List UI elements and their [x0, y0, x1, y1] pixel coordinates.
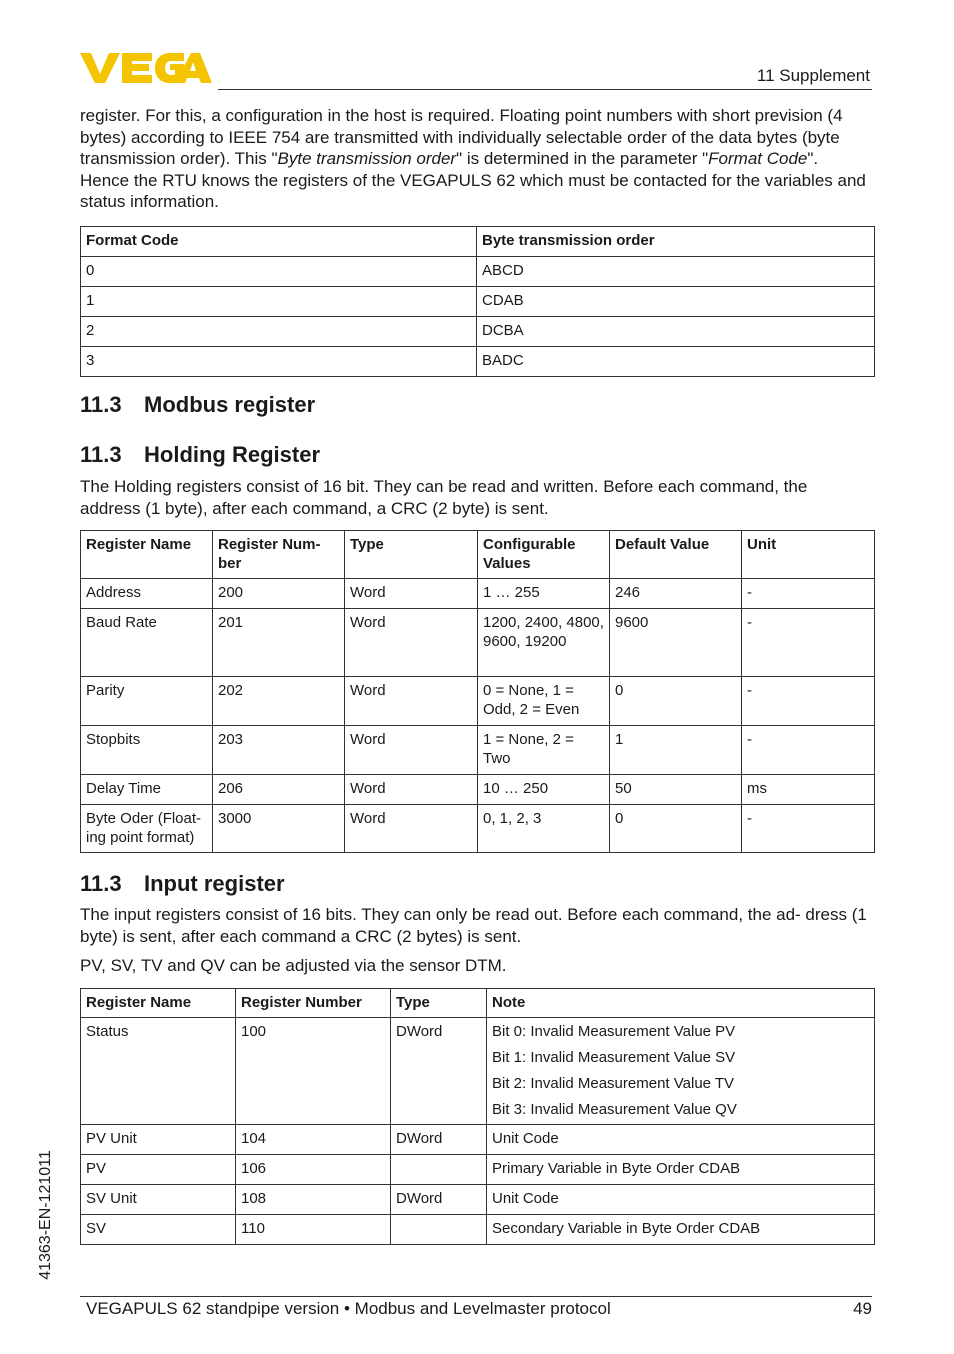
table-cell: 100 [236, 1018, 391, 1125]
table-cell [391, 1155, 487, 1185]
table-cell: 10 … 250 [478, 775, 610, 805]
footer-rule [80, 1296, 872, 1297]
table-cell: 202 [213, 677, 345, 726]
table-cell: DCBA [477, 317, 875, 347]
table-cell: SV [81, 1215, 236, 1245]
column-header: Register Number [236, 989, 391, 1018]
document-code-text: 41363-EN-121011 [37, 1150, 54, 1280]
header-rule [218, 89, 872, 90]
table-row [81, 726, 875, 775]
document-code [36, 1140, 56, 1290]
table-cell: PV [81, 1155, 236, 1185]
table-cell: 201 [213, 609, 345, 677]
table-cell: - [742, 805, 875, 853]
table-row [81, 1155, 875, 1185]
table-header-row [81, 989, 875, 1018]
heading-modbus-register: 11.3 Modbus register [80, 392, 316, 417]
column-header: Type [391, 989, 487, 1018]
column-header: Unit [742, 531, 875, 579]
input-intro-paragraph: The input registers consist of 16 bits. They can only be read out. Before each command, the ad- dress (1 byte) is sent, after each command a CRC (2 bytes) is sent. [80, 905, 867, 946]
table-cell: Baud Rate [81, 609, 213, 677]
table-cell: Secondary Variable in Byte Order CDAB [487, 1215, 875, 1245]
table-row [81, 805, 875, 853]
table-row [81, 1215, 875, 1245]
input-register-table [80, 988, 875, 1245]
table-row [81, 257, 875, 287]
table-cell: 1 = None, 2 = Two [478, 726, 610, 775]
table-header-row [81, 531, 875, 579]
column-header: Format Code [81, 227, 477, 257]
table-cell: 110 [236, 1215, 391, 1245]
table-cell: 246 [610, 579, 742, 609]
table-row [81, 1018, 875, 1125]
table-cell: 200 [213, 579, 345, 609]
table-cell: 2 [81, 317, 477, 347]
table-cell: Word [345, 726, 478, 775]
column-header: Configurable Values [478, 531, 610, 579]
table-cell: 203 [213, 726, 345, 775]
table-cell: 1 … 255 [478, 579, 610, 609]
column-header: Register Name [81, 989, 236, 1018]
table-cell: CDAB [477, 287, 875, 317]
note-line: Bit 0: Invalid Measurement Value PV [492, 1023, 736, 1040]
table-cell: 0 [610, 805, 742, 853]
vega-logo [80, 50, 212, 84]
table-cell: 106 [236, 1155, 391, 1185]
column-header: Default Value [610, 531, 742, 579]
heading-input-register: 11.3 Input register [80, 871, 285, 896]
table-cell: SV Unit [81, 1185, 236, 1215]
column-header: Type [345, 531, 478, 579]
table-cell: PV Unit [81, 1125, 236, 1155]
table-cell: - [742, 609, 875, 677]
table-cell: DWord [391, 1018, 487, 1125]
note-line: Bit 1: Invalid Measurement Value SV [492, 1049, 736, 1066]
table-cell: - [742, 579, 875, 609]
column-header: Register Num- ber [213, 531, 345, 579]
table-cell: 1200, 2400, 4800, 9600, 19200 [478, 609, 610, 677]
table-cell: 3 [81, 347, 477, 377]
table-row [81, 579, 875, 609]
table-row [81, 775, 875, 805]
table-cell: Word [345, 805, 478, 853]
holding-register-table [80, 530, 875, 853]
intro-paragraph: register. For this, a configuration in the host is required. Floating point numbers with short prevision (4 bytes) according to IEEE 754 are transmitted with individually selectable order of the data bytes (byte transmission order). This "Byte transmission order" is determined in the parameter "Format Code". Hence the RTU knows the registers of the VEGAPULS 62 which must be contacted for the variables and status information. [80, 106, 866, 212]
note-line: Bit 3: Invalid Measurement Value QV [492, 1101, 737, 1118]
table-cell: Address [81, 579, 213, 609]
table-cell: 1 [610, 726, 742, 775]
table-cell: 9600 [610, 609, 742, 677]
table-cell: Unit Code [487, 1125, 875, 1155]
table-cell: Word [345, 579, 478, 609]
table-cell: Word [345, 677, 478, 726]
table-row [81, 1185, 875, 1215]
table-cell [391, 1215, 487, 1245]
table-cell: 0, 1, 2, 3 [478, 805, 610, 853]
table-cell: ABCD [477, 257, 875, 287]
table-cell: 3000 [213, 805, 345, 853]
table-cell: 50 [610, 775, 742, 805]
table-cell: Byte Oder (Float- ing point format) [81, 805, 213, 853]
table-cell: Status [81, 1018, 236, 1125]
column-header: Note [487, 989, 875, 1018]
input-note-paragraph: PV, SV, TV and QV can be adjusted via the sensor DTM. [80, 956, 507, 975]
table-cell: 206 [213, 775, 345, 805]
table-cell: Word [345, 609, 478, 677]
table-cell: 1 [81, 287, 477, 317]
format-code-table [80, 226, 875, 377]
table-cell: 0 = None, 1 = Odd, 2 = Even [478, 677, 610, 726]
table-cell: - [742, 726, 875, 775]
column-header: Byte transmission order [477, 227, 875, 257]
holding-intro-paragraph: The Holding registers consist of 16 bit. They can be read and written. Before each command, the address (1 byte), after each command, a CRC (2 byte) is sent. [80, 477, 808, 518]
table-row [81, 287, 875, 317]
table-cell: DWord [391, 1185, 487, 1215]
table-cell: Parity [81, 677, 213, 726]
table-cell: Delay Time [81, 775, 213, 805]
table-row [81, 609, 875, 677]
table-cell: 108 [236, 1185, 391, 1215]
column-header: Register Name [81, 531, 213, 579]
table-cell: Word [345, 775, 478, 805]
table-cell: Stopbits [81, 726, 213, 775]
table-cell: Unit Code [487, 1185, 875, 1215]
section-label: 11 Supplement [756, 66, 870, 85]
table-cell: 0 [81, 257, 477, 287]
heading-holding-register: 11.3 Holding Register [80, 442, 321, 467]
table-cell: ms [742, 775, 875, 805]
table-cell: DWord [391, 1125, 487, 1155]
table-cell: - [742, 677, 875, 726]
footer-title: VEGAPULS 62 standpipe version • Modbus and Levelmaster protocol [86, 1299, 611, 1318]
table-cell [487, 1018, 875, 1125]
note-line: Bit 2: Invalid Measurement Value TV [492, 1075, 735, 1092]
table-header-row [81, 227, 875, 257]
table-row [81, 347, 875, 377]
table-cell: BADC [477, 347, 875, 377]
table-cell: Primary Variable in Byte Order CDAB [487, 1155, 875, 1185]
table-row [81, 677, 875, 726]
page-number: 49 [853, 1299, 872, 1318]
table-cell: 104 [236, 1125, 391, 1155]
table-row [81, 317, 875, 347]
table-cell: 0 [610, 677, 742, 726]
table-row [81, 1125, 875, 1155]
